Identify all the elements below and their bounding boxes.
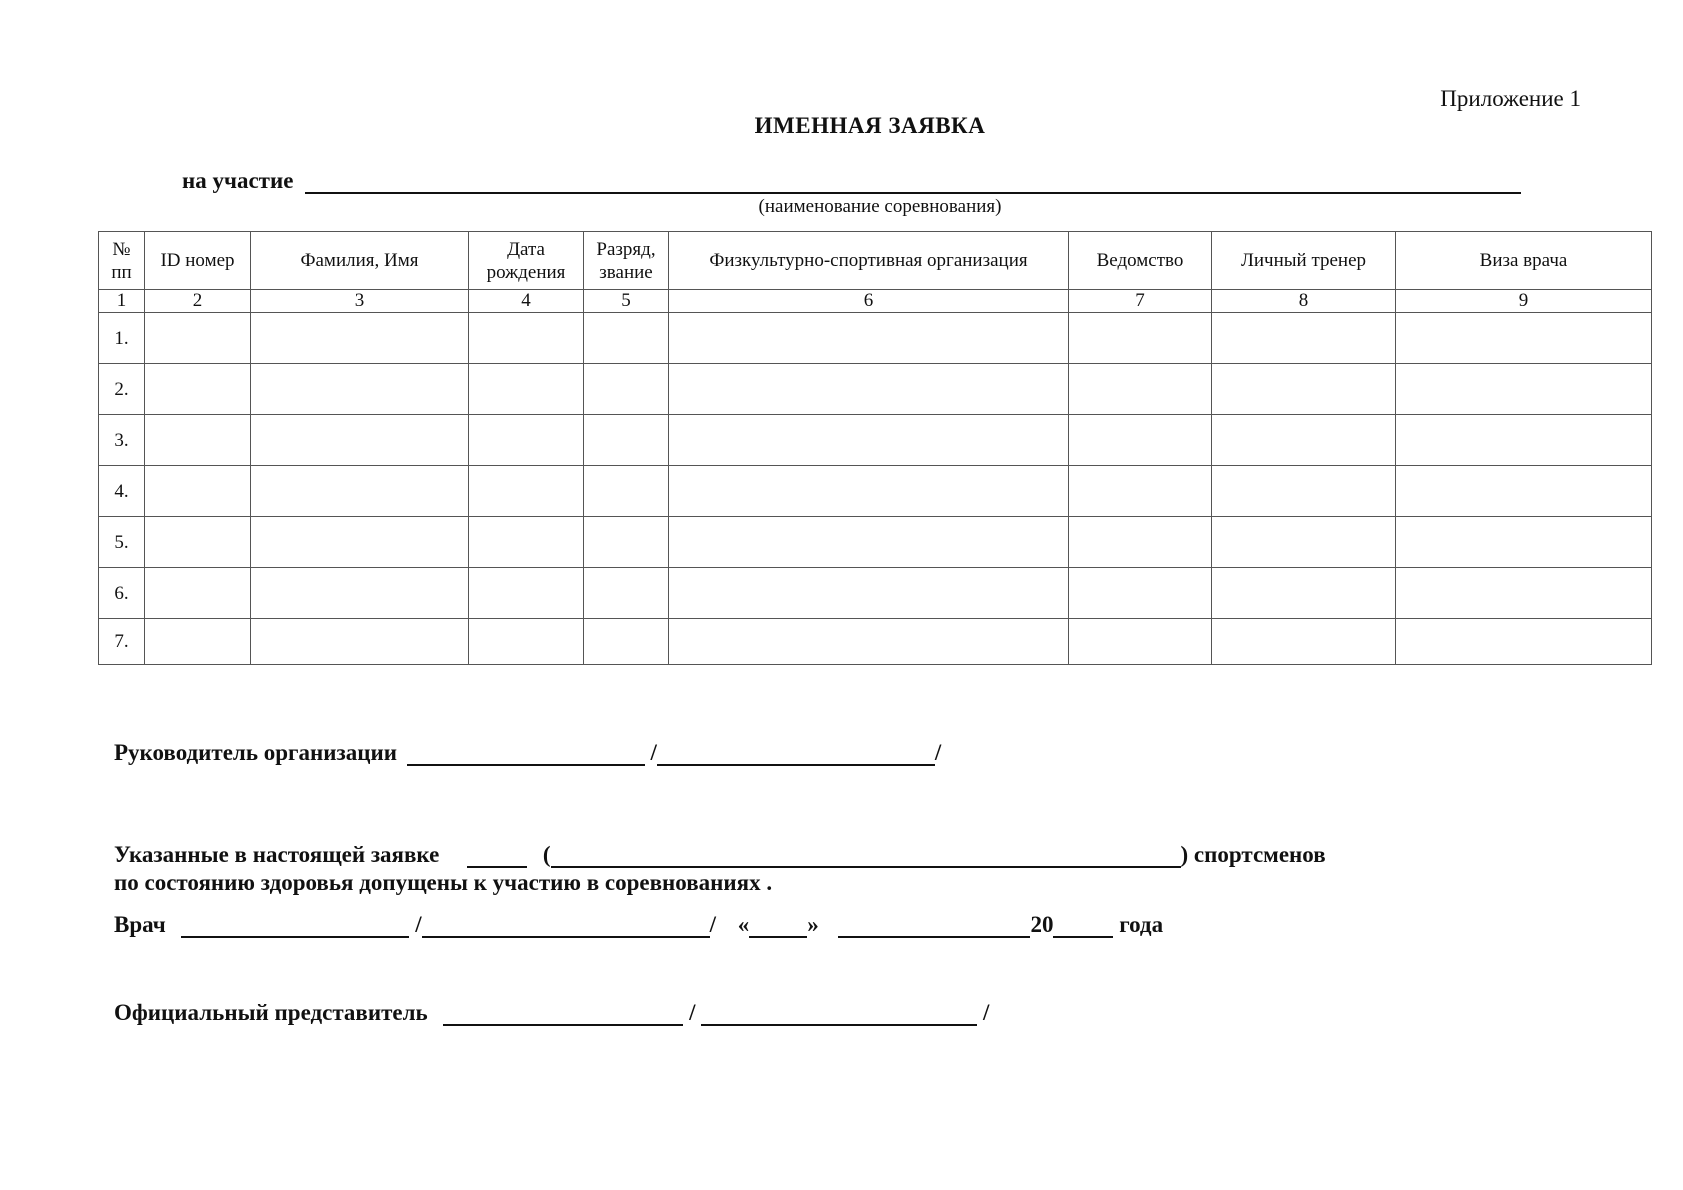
table-cell[interactable] xyxy=(251,619,469,665)
table-row xyxy=(99,466,1652,517)
col-header-coach: Личный тренер xyxy=(1212,232,1396,290)
year-field[interactable] xyxy=(1053,915,1113,938)
col-header-department: Ведомство xyxy=(1069,232,1212,290)
head-name-field[interactable] xyxy=(657,743,935,766)
col-header-organization: Физкультурно-спортивная организация xyxy=(669,232,1069,290)
table-cell[interactable] xyxy=(251,364,469,415)
table-cell[interactable] xyxy=(1396,313,1652,364)
appendix-label: Приложение 1 xyxy=(1440,86,1581,111)
month-field[interactable] xyxy=(838,915,1030,938)
column-number: 8 xyxy=(1212,290,1396,313)
column-number: 4 xyxy=(469,290,584,313)
year-prefix: 20 xyxy=(1030,912,1054,937)
column-number: 1 xyxy=(99,290,145,313)
table-row xyxy=(99,568,1652,619)
table-cell[interactable] xyxy=(251,517,469,568)
table-cell[interactable] xyxy=(251,568,469,619)
table-cell[interactable] xyxy=(469,364,584,415)
table-cell[interactable] xyxy=(145,313,251,364)
table-cell[interactable] xyxy=(1069,517,1212,568)
table-cell[interactable] xyxy=(1396,619,1652,665)
athletes-label: Указанные в настоящей заявке xyxy=(114,842,440,867)
table-cell[interactable] xyxy=(584,466,669,517)
participation-line xyxy=(182,168,1521,194)
table-cell[interactable] xyxy=(669,313,1069,364)
table-cell[interactable] xyxy=(1396,364,1652,415)
table-cell[interactable] xyxy=(1069,313,1212,364)
column-number: 5 xyxy=(584,290,669,313)
table-cell[interactable] xyxy=(584,415,669,466)
row-number: 6. xyxy=(99,568,145,619)
row-number: 4. xyxy=(99,466,145,517)
table-cell[interactable] xyxy=(1069,466,1212,517)
column-number: 2 xyxy=(145,290,251,313)
table-cell[interactable] xyxy=(584,568,669,619)
table-cell[interactable] xyxy=(1212,517,1396,568)
table-cell[interactable] xyxy=(584,517,669,568)
roster-table xyxy=(98,231,1652,665)
column-number: 3 xyxy=(251,290,469,313)
col-header-number: № пп xyxy=(99,232,145,290)
table-row xyxy=(99,364,1652,415)
head-signature-line: Руководитель организации / / xyxy=(114,740,942,765)
doctor-signature-field[interactable] xyxy=(181,915,409,938)
col-header-doctor-visa: Виза врача xyxy=(1396,232,1652,290)
table-cell[interactable] xyxy=(469,313,584,364)
table-cell[interactable] xyxy=(669,568,1069,619)
table-cell[interactable] xyxy=(669,619,1069,665)
table-cell[interactable] xyxy=(1069,568,1212,619)
row-number: 1. xyxy=(99,313,145,364)
table-cell[interactable] xyxy=(251,466,469,517)
column-number: 7 xyxy=(1069,290,1212,313)
table-cell[interactable] xyxy=(1396,415,1652,466)
table-cell[interactable] xyxy=(584,364,669,415)
official-representative-line: Официальный представитель / / xyxy=(114,1000,990,1025)
table-cell[interactable] xyxy=(669,415,1069,466)
athletes-admission-text: по состоянию здоровья допущены к участию в соревнованиях . xyxy=(114,870,773,895)
table-cell[interactable] xyxy=(669,517,1069,568)
table-row xyxy=(99,619,1652,665)
col-header-rank: Разряд, звание xyxy=(584,232,669,290)
table-cell[interactable] xyxy=(1212,364,1396,415)
doctor-label: Врач xyxy=(114,912,166,937)
table-cell[interactable] xyxy=(469,517,584,568)
table-cell[interactable] xyxy=(469,466,584,517)
doctor-signature-line: Врач / / « » 20 года xyxy=(114,912,1164,937)
col-header-name: Фамилия, Имя xyxy=(251,232,469,290)
official-label: Официальный представитель xyxy=(114,1000,428,1025)
col-header-id: ID номер xyxy=(145,232,251,290)
athletes-count-field[interactable] xyxy=(467,845,527,868)
table-row xyxy=(99,313,1652,364)
table-cell[interactable] xyxy=(584,619,669,665)
table-cell[interactable] xyxy=(669,364,1069,415)
year-suffix: года xyxy=(1119,912,1164,937)
table-cell[interactable] xyxy=(1396,517,1652,568)
row-number: 5. xyxy=(99,517,145,568)
table-cell[interactable] xyxy=(584,313,669,364)
table-header-row xyxy=(99,232,1652,290)
table-cell[interactable] xyxy=(1212,619,1396,665)
table-cell[interactable] xyxy=(1212,313,1396,364)
day-field[interactable] xyxy=(749,915,807,938)
table-cell[interactable] xyxy=(1396,466,1652,517)
athletes-count-words-field[interactable] xyxy=(551,845,1181,868)
table-cell[interactable] xyxy=(1212,568,1396,619)
table-cell[interactable] xyxy=(1069,619,1212,665)
head-signature-field[interactable] xyxy=(407,743,645,766)
table-row xyxy=(99,415,1652,466)
table-cell[interactable] xyxy=(251,313,469,364)
competition-name-field[interactable] xyxy=(305,170,1521,194)
column-number: 6 xyxy=(669,290,1069,313)
doctor-name-field[interactable] xyxy=(422,915,710,938)
table-cell[interactable] xyxy=(1396,568,1652,619)
table-cell[interactable] xyxy=(145,364,251,415)
row-number: 7. xyxy=(99,619,145,665)
table-cell[interactable] xyxy=(1212,415,1396,466)
row-number: 3. xyxy=(99,415,145,466)
participation-label: на участие xyxy=(182,168,294,193)
athletes-admission-line: Указанные в настоящей заявке ( ) спортсменов xyxy=(114,842,1326,867)
table-row xyxy=(99,517,1652,568)
table-cell[interactable] xyxy=(469,619,584,665)
table-cell[interactable] xyxy=(145,466,251,517)
table-cell[interactable] xyxy=(1212,466,1396,517)
table-cell[interactable] xyxy=(469,415,584,466)
table-cell[interactable] xyxy=(669,466,1069,517)
table-cell[interactable] xyxy=(1069,364,1212,415)
row-number: 2. xyxy=(99,364,145,415)
table-cell[interactable] xyxy=(145,619,251,665)
official-signature-field[interactable] xyxy=(443,1003,683,1026)
table-cell[interactable] xyxy=(251,415,469,466)
athletes-suffix: спортсменов xyxy=(1193,842,1326,867)
column-number: 9 xyxy=(1396,290,1652,313)
col-header-birthdate: Дата рождения xyxy=(469,232,584,290)
table-cell[interactable] xyxy=(1069,415,1212,466)
table-cell[interactable] xyxy=(469,568,584,619)
table-cell[interactable] xyxy=(145,568,251,619)
head-label: Руководитель организации xyxy=(114,740,397,765)
table-cell[interactable] xyxy=(145,517,251,568)
official-name-field[interactable] xyxy=(701,1003,977,1026)
table-cell[interactable] xyxy=(145,415,251,466)
document-title: ИМЕННАЯ ЗАЯВКА xyxy=(754,113,986,138)
column-number-row xyxy=(99,290,1652,313)
competition-caption: (наименование соревнования) xyxy=(758,196,1002,217)
